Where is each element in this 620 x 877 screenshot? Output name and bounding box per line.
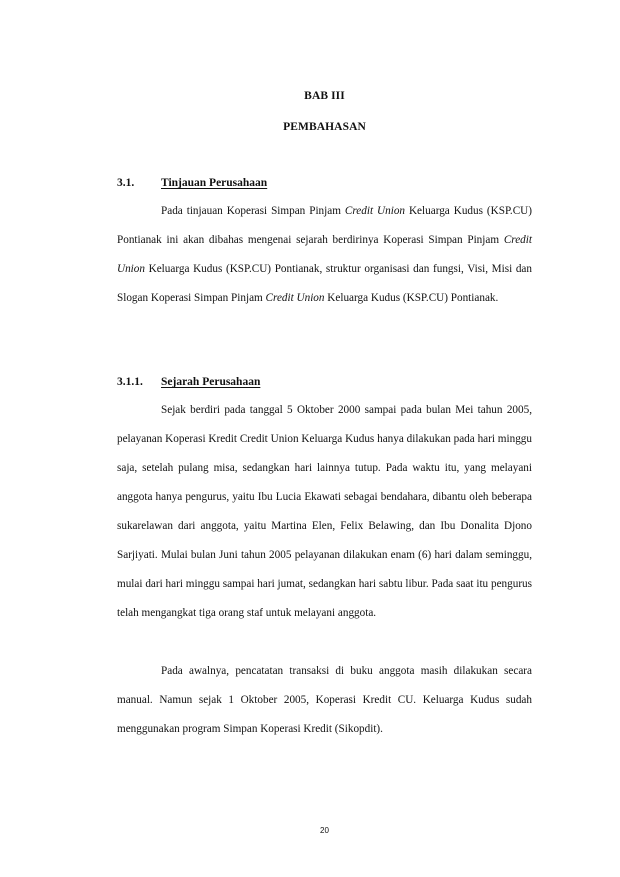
- section-title: Sejarah Perusahaan: [161, 376, 261, 388]
- section-heading-3-1-1: [117, 376, 532, 388]
- page-number: 20: [320, 826, 329, 835]
- section-number: 3.1.1.: [117, 376, 143, 388]
- chapter-label: BAB III: [304, 90, 345, 102]
- section-number: 3.1.: [117, 177, 135, 189]
- section-3-1-1-paragraph-2: Pada awalnya, pencatatan transaksi di buku anggota masih dilakukan secara manual. Namun sejak 1 Oktober 2005, Koperasi Kredit CU. Keluarga Kudus sudah menggunakan program Simpan Koperasi Kredit (Sikopdit).: [117, 665, 532, 735]
- paragraph-italic-text: Credit Union: [117, 234, 532, 275]
- paragraph-italic-text: Credit Union: [344, 205, 406, 217]
- section-heading-3-1: [117, 177, 532, 189]
- paragraph-text: Keluarga Kudus (KSP.CU) Pontianak ini akan dibahas mengenai sejarah berdirinya Koperasi Simpan Pinjam: [117, 205, 532, 246]
- paragraph-text: Pada tinjauan Koperasi Simpan Pinjam: [161, 205, 345, 217]
- paragraph-text: Keluarga Kudus (KSP.CU) Pontianak.: [324, 292, 499, 304]
- section-title: Tinjauan Perusahaan: [161, 177, 268, 189]
- section-3-1-paragraph: [117, 197, 532, 313]
- paragraph-text: Keluarga Kudus (KSP.CU) Pontianak, struktur organisasi dan fungsi, Visi, Misi dan Slogan Koperasi Simpan Pinjam: [117, 263, 532, 304]
- paragraph-italic-text: Credit Union: [265, 292, 325, 304]
- section-3-1-1-paragraph-1: Sejak berdiri pada tanggal 5 Oktober 2000 sampai pada bulan Mei tahun 2005, pelayanan Koperasi Kredit Credit Union Keluarga Kudus hanya dilakukan pada hari minggu saja, setelah pulang misa, sedangkan hari lainnya tutup. Pada waktu itu, yang melayani anggota hanya pengurus, yaitu Ibu Lucia Ekawati sebagai bendahara, dibantu oleh beberapa sukarelawan dari anggota, yaitu Martina Elen, Felix Belawing, dan Ibu Donalita Djono Sarjiyati. Mulai bulan Juni tahun 2005 pelayanan dilakukan enam (6) hari dalam seminggu, mulai dari hari minggu sampai hari jumat, sedangkan hari sabtu libur. Pada saat itu pengurus telah mengangkat tiga orang staf untuk melayani anggota.: [117, 404, 532, 619]
- chapter-title: PEMBAHASAN: [283, 121, 366, 133]
